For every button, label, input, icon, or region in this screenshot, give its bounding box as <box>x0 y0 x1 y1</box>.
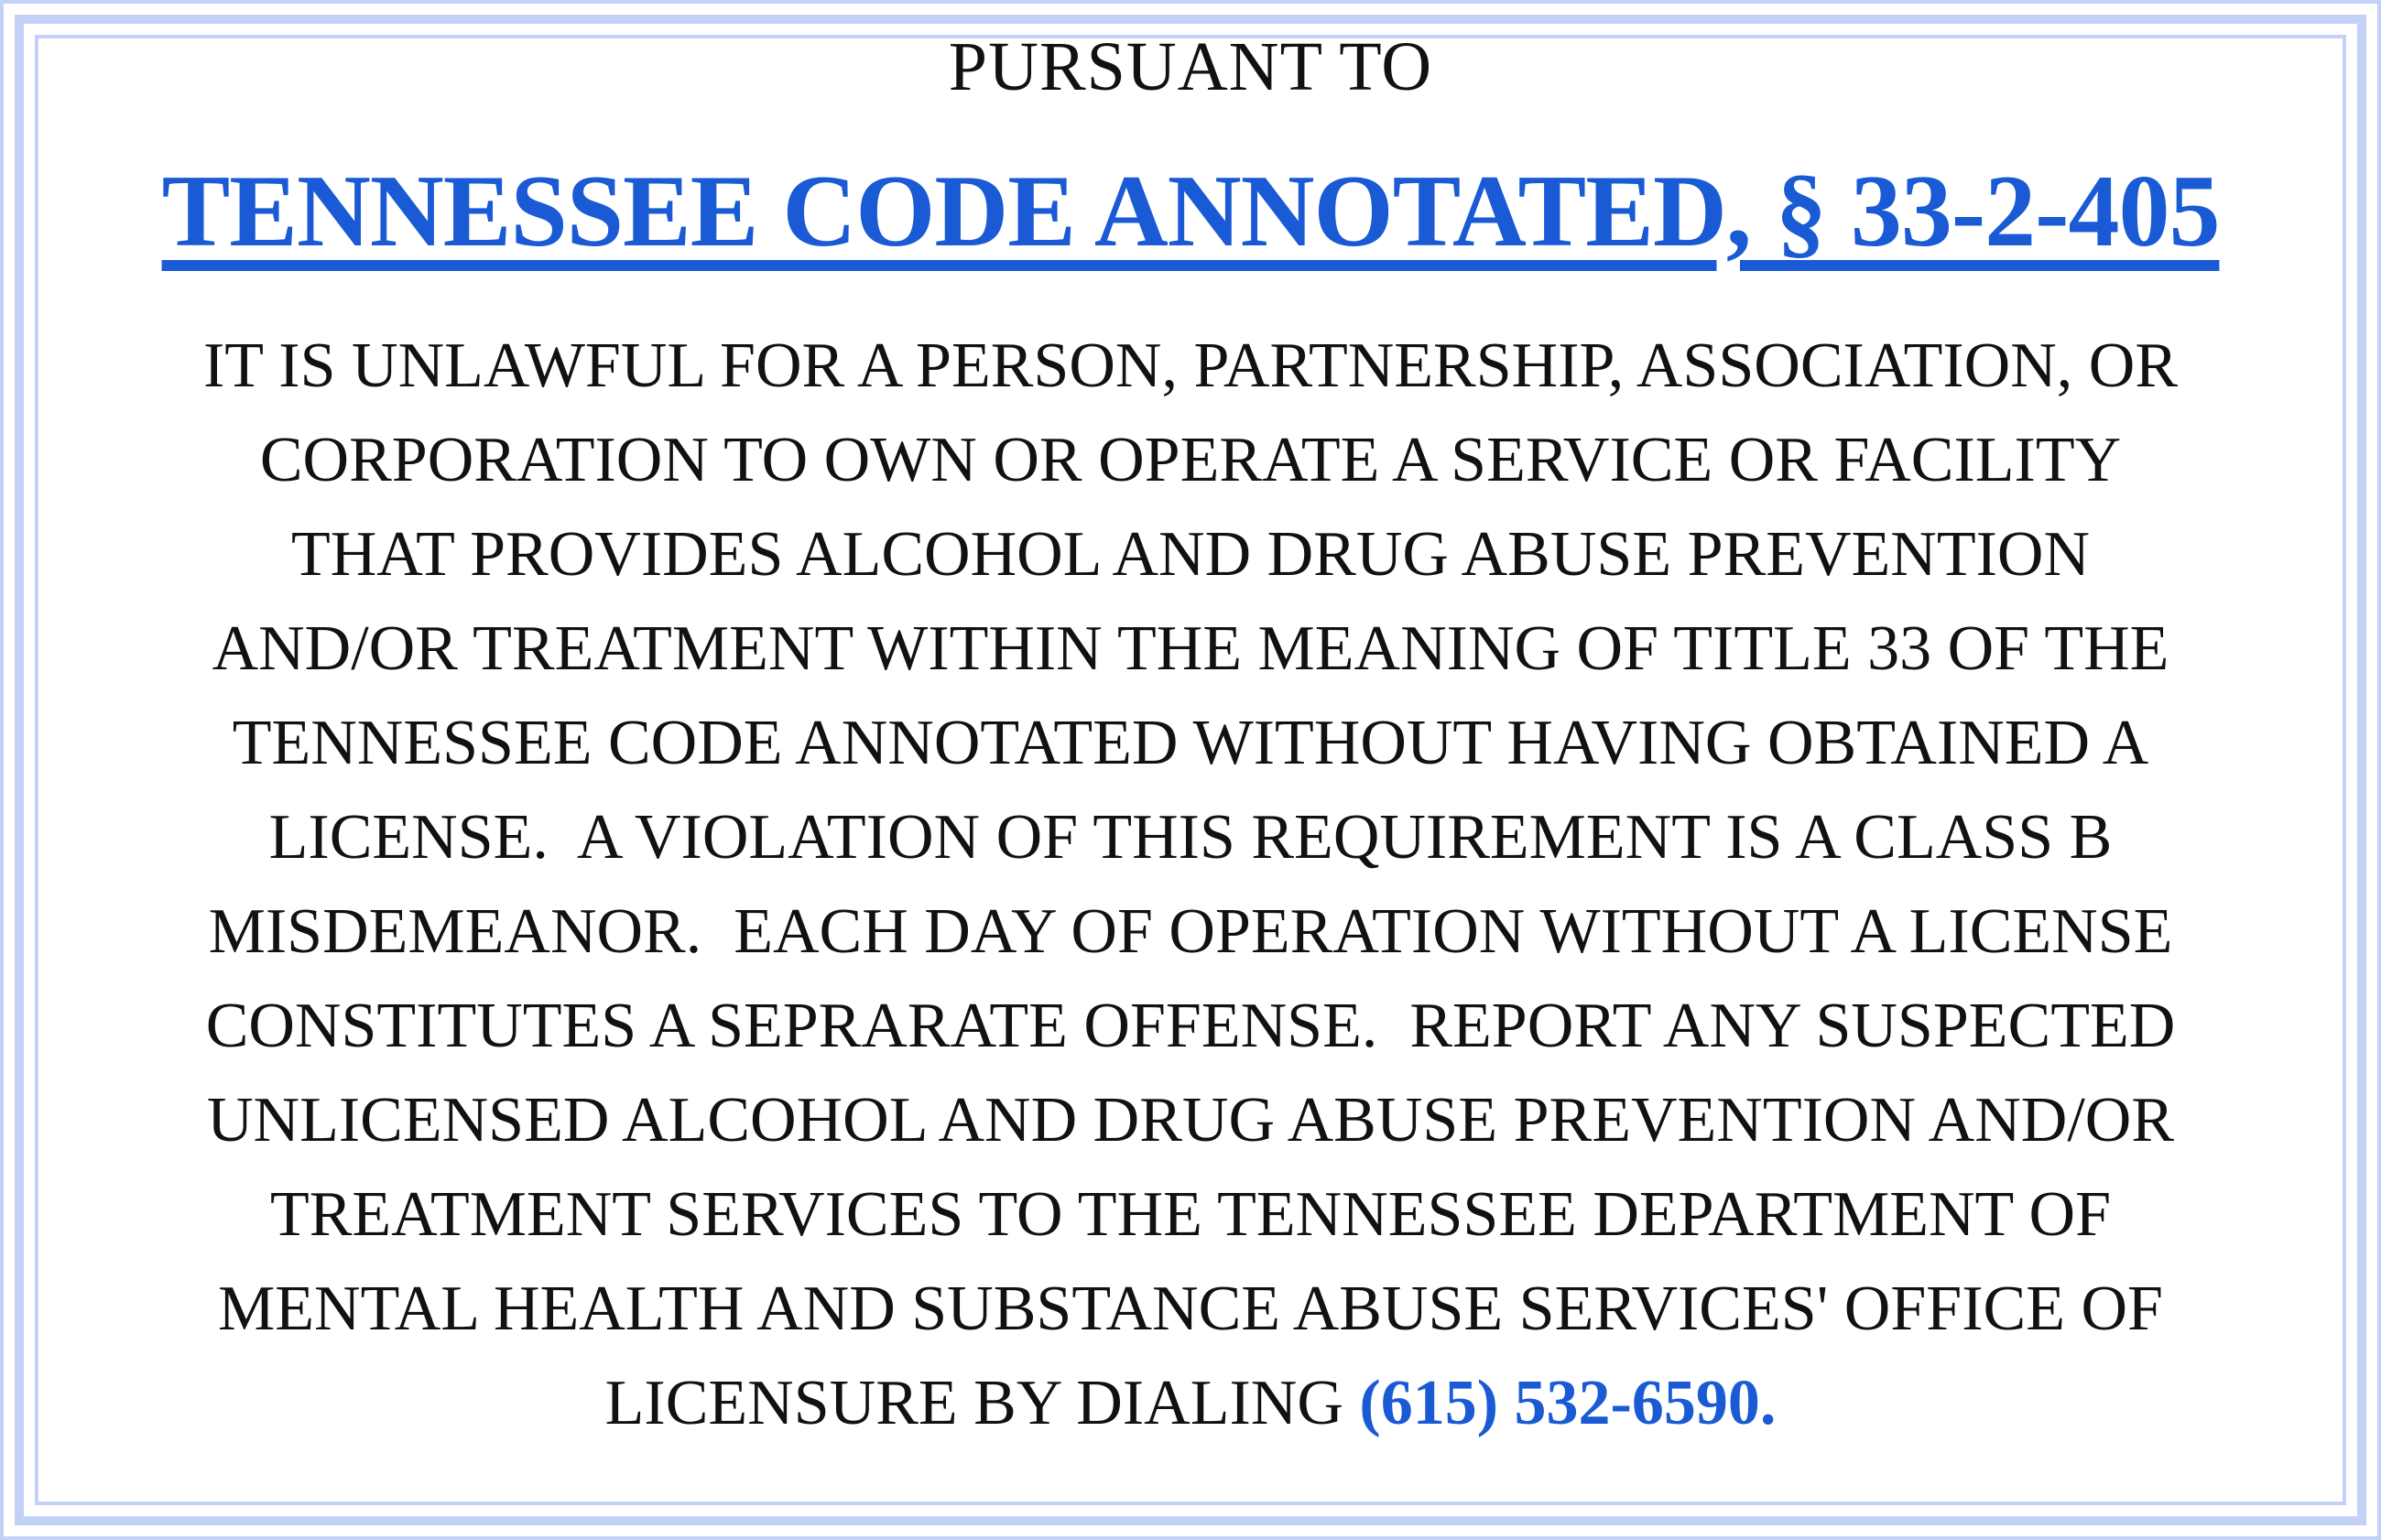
body-line: MENTAL HEALTH AND SUBSTANCE ABUSE SERVICES' OFFICE OF <box>218 1274 2163 1345</box>
body-line-text: LICENSURE BY DIALING <box>604 1368 1360 1439</box>
pursuant-label: PURSUANT TO <box>948 28 1433 105</box>
body-line: IT IS UNLAWFUL FOR A PERSON, PARTNERSHIP, ASSOCIATION, OR <box>202 331 2179 402</box>
body-line: CONSTITUTES A SEPRARATE OFFENSE. REPORT ANY SUSPECTED <box>205 991 2176 1062</box>
body-line: LICENSE. A VIOLATION OF THIS REQUIREMENT IS A CLASS B <box>268 802 2113 873</box>
body-line: CORPORATION TO OWN OR OPERATE A SERVICE OR FACILITY <box>259 425 2122 496</box>
notice-body <box>0 319 2381 1450</box>
body-line-last <box>0 1356 2381 1450</box>
body-line: THAT PROVIDES ALCOHOL AND DRUG ABUSE PREVENTION <box>291 519 2090 591</box>
body-line: UNLICENSED ALCOHOL AND DRUG ABUSE PREVENTION AND/OR <box>206 1085 2175 1156</box>
body-line: MISDEMEANOR. EACH DAY OF OPERATION WITHOUT A LICENSE <box>208 896 2173 968</box>
body-line: TREATMENT SERVICES TO THE TENNESSEE DEPARTMENT OF <box>269 1179 2112 1251</box>
body-line: AND/OR TREATMENT WITHIN THE MEANING OF TITLE 33 OF THE <box>212 613 2169 685</box>
notice-title: TENNESSEE CODE ANNOTATED, § 33-2-405 <box>161 155 2220 269</box>
body-line: TENNESSEE CODE ANNOTATED WITHOUT HAVING OBTAINED A <box>232 708 2149 779</box>
phone-number: (615) 532-6590. <box>1359 1368 1777 1439</box>
